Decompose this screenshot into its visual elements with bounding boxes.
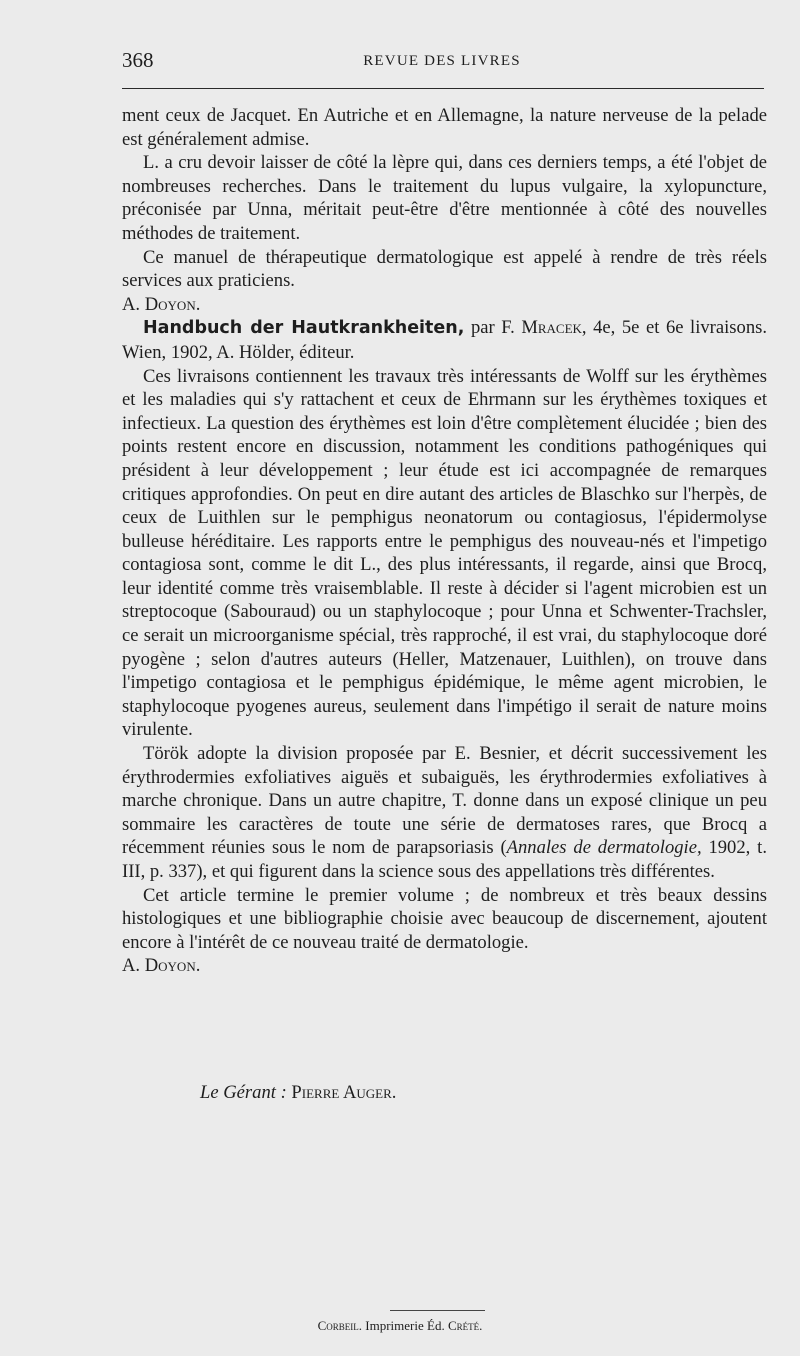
paragraph: Ces livraisons contiennent les travaux très intéressants de Wolff sur les érythèmes et les maladies qui s'y rattachent et ceux de Ehrmann sur les érythèmes toxiques et infectieux. La question des érythèmes est loin d'être complètement élucidée ; bien des points restent encore en discussion, notamment les conditions pathogéniques qui président à leur développement ; leur étude est ici accompagnée de remarques critiques approfondies. On peut en dire autant des articles de Blaschko sur l'herpès, de ceux de Luithlen sur le pemphigus neonatorum ou contagiosus, l'épidermolyse bulleuse héréditaire. Les rapports entre le pemphigus des nouveau-nés et l'impetigo contagiosa sont, comme le dit L., des plus intéressants, il regarde, ainsi que Brocq, leur identité comme très vraisemblable. Il reste à décider si l'agent microbien est un streptocoque (Sabouraud) ou un staphylocoque ; pour Unna et Schwenter-Trachsler, ce serait un microorganisme spécial, très rapproché, il est vrai, du staphylocoque doré pyogène ; selon d'autres auteurs (Heller, Matzenauer, Luithlen), on trouve dans l'impetigo contagiosa et le pemphigus épidémique, le même agent microbien, le staphylocoque pyogenes aureus, seulement dans l'impétigo il serait de nature moins virulente. [122,365,767,741]
running-title: REVUE DES LIVRES [363,53,521,69]
header-rule [122,88,764,89]
paragraph: Török adopte la division proposée par E. Besnier, et décrit successivement les érythrodermies exfoliatives aiguës et subaiguës, les érythrodermies exfoliatives à marche chronique. Dans un autre chapitre, T. donne dans un exposé clinique un peu sommaire les caractères de toute une série de dermatoses rares, que Brocq a récemment réunies sous le nom de parapsoriasis (Annales de dermatologie, 1902, t. III, p. 337), et qui figurent dans la science sous des appellations très différentes. [122,743,767,882]
review-text [122,104,767,978]
paragraph: Ce manuel de thérapeutique dermatologique est appelé à rendre de très réels services aux praticiens. [122,246,767,292]
running-header [122,48,762,76]
page-number: 368 [122,48,154,72]
paragraph: L. a cru devoir laisser de côté la lèpre qui, dans ces derniers temps, a été l'objet de nombreuses recherches. Dans le traitement du lupus vulgaire, la xylopuncture, préconisée par Unna, méritait peut-être d'être mentionnée à côté des nouvelles méthodes de traitement. [122,152,767,244]
book-author: Mracek [521,317,582,339]
journal-title: Annales de dermatologie, [506,837,702,859]
reviewer-signature: A. Doyon. [122,293,201,315]
printer-imprint: Corbeil. Imprimerie Éd. Crété. [317,1318,483,1333]
publisher-manager-line: Le Gérant : Pierre Auger. [200,1082,397,1103]
paragraph-continuation: ment ceux de Jacquet. En Autriche et en Allemagne, la nature nerveuse de la pelade est généralement admise. [122,105,767,150]
footer-rule [390,1310,485,1311]
reviewer-signature: A. Doyon. [122,955,201,977]
book-title: Handbuch der Hautkrankheiten, [143,318,465,339]
book-citation: Handbuch der Hautkrankheiten, par F. Mracek, 4e, 5e et 6e livraisons. Wien, 1902, A. Hölder, éditeur. [122,317,767,363]
paragraph: Cet article termine le premier volume ; de nombreux et très beaux dessins histologiques et une bibliographie choisie avec beaucoup de discernement, ajoutent encore à l'intérêt de ce nouveau traité de dermatologie. [122,884,767,953]
